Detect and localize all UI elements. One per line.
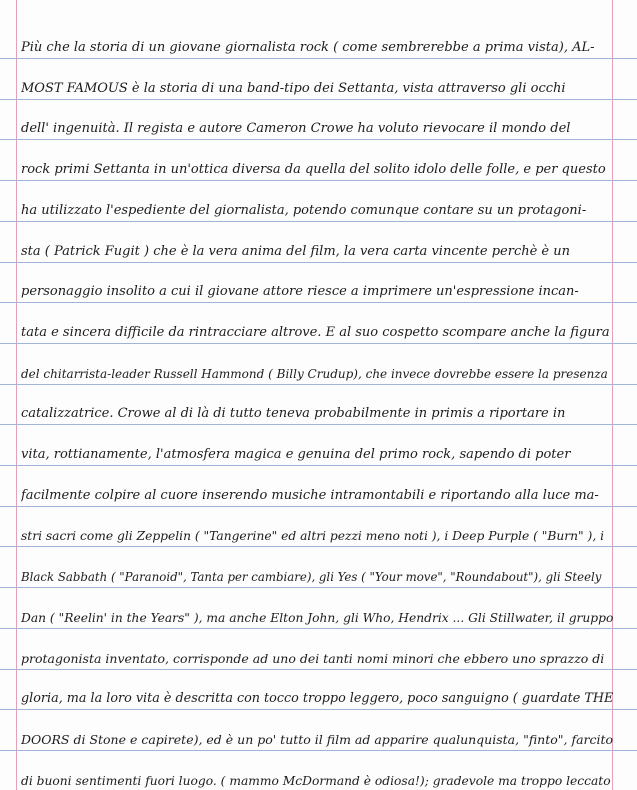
text-line: DOORS di Stone e capirete), ed è un po' tutto il film ad apparire qualunquista, "finto", farcito bbox=[21, 732, 613, 747]
text-line: tata e sincera difficile da rintracciare altrove. E al suo cospetto scompare anche la figura bbox=[21, 325, 610, 340]
text-line: MOST FAMOUS è la storia di una band-tipo dei Settanta, vista attraverso gli occhi bbox=[21, 81, 566, 96]
left-margin-line bbox=[16, 0, 17, 790]
text-line: sta ( Patrick Fugit ) che è la vera anima del film, la vera carta vincente perchè è un bbox=[21, 244, 570, 259]
text-line: Dan ( "Reelin' in the Years" ), ma anche Elton John, gli Who, Hendrix ... Gli Stillwater, il gruppo bbox=[21, 611, 613, 625]
text-line: rock primi Settanta in un'ottica diversa da quella del solito idolo delle folle, e per questo bbox=[21, 162, 606, 177]
text-line: protagonista inventato, corrisponde ad uno dei tanti nomi minori che ebbero uno sprazzo di bbox=[21, 651, 605, 666]
text-line: catalizzatrice. Crowe al di là di tutto teneva probabilmente in primis a riportare in bbox=[21, 406, 566, 421]
text-line: facilmente colpire al cuore inserendo musiche intramontabili e riportando alla luce ma- bbox=[21, 488, 599, 503]
text-line: dell' ingenuità. Il regista e autore Cameron Crowe ha voluto rievocare il mondo del bbox=[21, 121, 571, 136]
text-line: del chitarrista-leader Russell Hammond ( Billy Crudup), che invece dovrebbe essere la presenza bbox=[21, 367, 608, 381]
text-line: ha utilizzato l'espediente del giornalista, potendo comunque contare su un protagoni- bbox=[21, 203, 587, 218]
text-line: vita, rottianamente, l'atmosfera magica e genuina del primo rock, sapendo di poter bbox=[21, 447, 571, 462]
text-line: Black Sabbath ( "Paranoid", Tanta per cambiare), gli Yes ( "Your move", "Roundabout"), gli Steely bbox=[21, 570, 602, 584]
text-line: Più che la storia di un giovane giornalista rock ( come sembrerebbe a prima vista), AL- bbox=[21, 40, 595, 55]
text-line: gloria, ma la loro vita è descritta con tocco troppo leggero, poco sanguigno ( guardate THE bbox=[21, 691, 613, 706]
text-line: personaggio insolito a cui il giovane attore riesce a imprimere un'espressione incan- bbox=[21, 284, 579, 299]
text-line: stri sacri come gli Zeppelin ( "Tangerine" ed altri pezzi meno noti ), i Deep Purple ( "Burn" ), i bbox=[21, 529, 605, 543]
text-line: di buoni sentimenti fuori luogo. ( mammo McDormand è odiosa!); gradevole ma troppo leccato bbox=[21, 774, 611, 788]
